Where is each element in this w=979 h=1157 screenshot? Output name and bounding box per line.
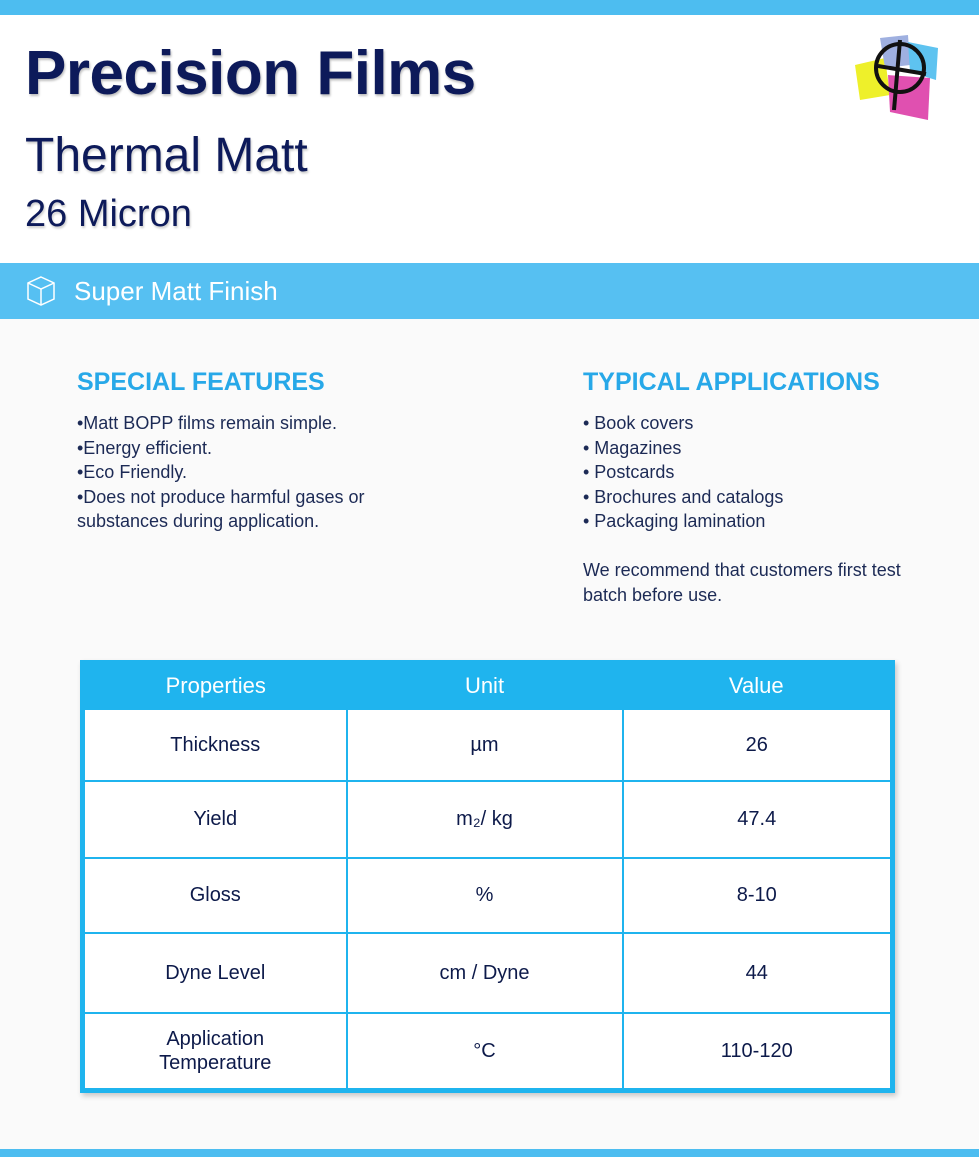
application-item: • Postcards [583, 462, 675, 483]
unit-cell: µm [347, 709, 623, 781]
logo-cubes-icon [850, 30, 950, 125]
table-row [83, 1013, 893, 1091]
value-cell: 47.4 [623, 781, 893, 858]
finish-band [0, 263, 979, 319]
bottom-bar [0, 1149, 979, 1157]
column-header: Value [623, 663, 893, 709]
cube-icon [26, 275, 56, 307]
product-thickness: 26 Micron [25, 193, 192, 235]
application-item: • Brochures and catalogs [583, 486, 784, 507]
properties-table [80, 660, 895, 1093]
column-header: Unit [347, 663, 623, 709]
page-title: Precision Films [25, 39, 476, 108]
special-features [77, 368, 417, 534]
value-cell: 8-10 [623, 858, 893, 933]
table-row [83, 709, 893, 781]
applications-title: TYPICAL APPLICATIONS [583, 368, 880, 396]
property-cell: Yield [83, 781, 347, 858]
value-cell: 44 [623, 933, 893, 1013]
property-cell: Gloss [83, 858, 347, 933]
property-cell: Thickness [83, 709, 347, 781]
top-bar [0, 0, 979, 15]
typical-applications [583, 368, 913, 607]
table-row [83, 933, 893, 1013]
feature-item: •Eco Friendly. [77, 462, 188, 483]
recommendation-note: We recommend that customers first test batch before use. [583, 559, 901, 605]
property-cell: Dyne Level [83, 933, 347, 1013]
unit-cell: % [347, 858, 623, 933]
feature-item: •Does not produce harmful gases or substances during application. [77, 486, 365, 532]
feature-item: •Energy efficient. [77, 437, 213, 458]
column-header: Properties [83, 663, 347, 709]
unit-cell: cm / Dyne [347, 933, 623, 1013]
table-row [83, 781, 893, 858]
feature-item: •Matt BOPP films remain simple. [77, 413, 338, 433]
application-item: • Packaging lamination [583, 511, 766, 532]
finish-label: Super Matt Finish [74, 275, 278, 306]
value-cell: 110-120 [623, 1013, 893, 1091]
table-row [83, 858, 893, 933]
application-item: • Magazines [583, 437, 682, 458]
table-header-row [83, 663, 893, 709]
property-cell: Application Temperature [83, 1013, 347, 1091]
value-cell: 26 [623, 709, 893, 781]
product-name: Thermal Matt [25, 129, 308, 182]
application-item: • Book covers [583, 413, 694, 433]
features-title: SPECIAL FEATURES [77, 368, 325, 396]
unit-cell: °C [347, 1013, 623, 1091]
unit-cell: m₂/ kg [347, 781, 623, 858]
